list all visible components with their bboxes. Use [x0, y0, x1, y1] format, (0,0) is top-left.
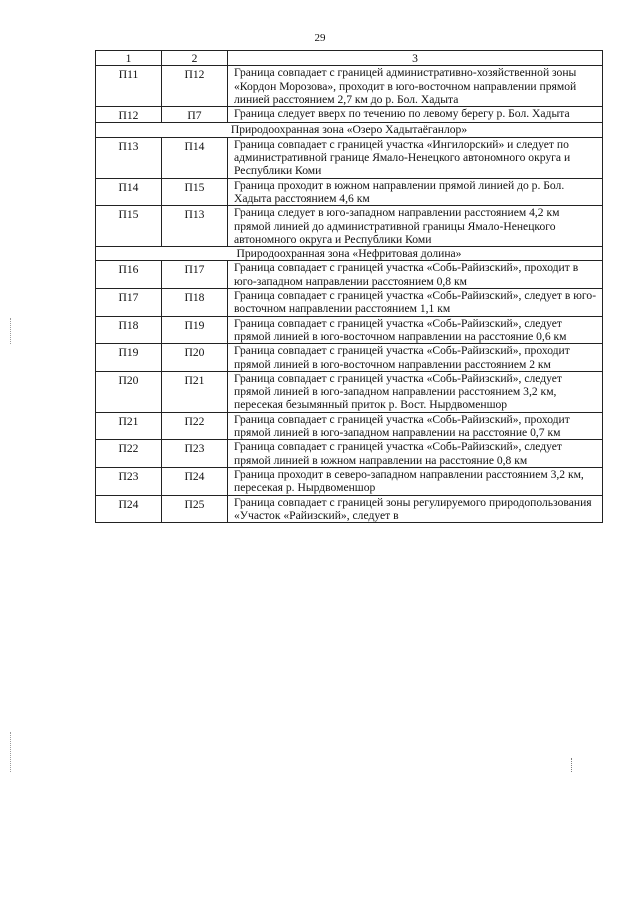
table-row — [96, 495, 603, 523]
boundary-description: Граница следует в юго-западном направлении расстоянием 4,2 км прямой линией до административной границы Ямало-Ненецкого автономного округа и Республики Коми — [228, 206, 603, 247]
point-to: П17 — [162, 261, 228, 289]
table-row — [96, 467, 603, 495]
column-header-1: 1 — [96, 51, 162, 66]
table-row — [96, 107, 603, 123]
point-to: П25 — [162, 495, 228, 523]
point-from: П13 — [96, 137, 162, 178]
point-to: П19 — [162, 316, 228, 344]
scan-mark — [571, 758, 574, 772]
table-row — [96, 137, 603, 178]
binder-mark — [10, 732, 13, 772]
column-header-2: 2 — [162, 51, 228, 66]
table-row — [96, 261, 603, 289]
boundary-description: Граница следует вверх по течению по левому берегу р. Бол. Хадыта — [228, 107, 603, 123]
point-to: П24 — [162, 467, 228, 495]
column-header-3: 3 — [228, 51, 603, 66]
point-from: П18 — [96, 316, 162, 344]
table-body — [96, 66, 603, 523]
point-to: П20 — [162, 344, 228, 372]
boundary-description: Граница проходит в южном направлении прямой линией до р. Бол. Хадыта расстоянием 4,6 км — [228, 178, 603, 206]
table-row — [96, 371, 603, 412]
table-row — [96, 206, 603, 247]
point-from: П12 — [96, 107, 162, 123]
point-to: П18 — [162, 289, 228, 317]
boundary-description: Граница совпадает с границей участка «Собь-Райизский», следует прямой линией в юго-восточном направлении на расстояние 0,6 км — [228, 316, 603, 344]
binder-mark — [10, 318, 13, 344]
table-row — [96, 412, 603, 440]
boundary-description-table — [95, 50, 603, 523]
table-row — [96, 289, 603, 317]
boundary-description: Граница совпадает с границей участка «Собь-Райизский», следует прямой линией в южном направлении на расстояние 0,8 км — [228, 440, 603, 468]
boundary-description: Граница совпадает с границей участка «Собь-Райизский», проходит прямой линией в юго-восточном направлении расстоянием 2 км — [228, 344, 603, 372]
section-heading-row — [96, 123, 603, 137]
section-heading-row — [96, 247, 603, 261]
point-to: П7 — [162, 107, 228, 123]
boundary-description: Граница совпадает с границей участка «Собь-Райизский», проходит прямой линией в юго-западном направлении на расстояние 0,7 км — [228, 412, 603, 440]
table-header-row — [96, 51, 603, 66]
point-from: П14 — [96, 178, 162, 206]
boundary-description: Граница совпадает с границей участка «Собь-Райизский», следует прямой линией в юго-западном направлении расстоянием 3,2 км, пересекая безымянный приток р. Вост. Нырдвоменшор — [228, 371, 603, 412]
point-from: П22 — [96, 440, 162, 468]
point-from: П19 — [96, 344, 162, 372]
boundary-description: Граница совпадает с границей зоны регулируемого природопользования «Участок «Райизский», следует в — [228, 495, 603, 523]
point-from: П17 — [96, 289, 162, 317]
boundary-description: Граница совпадает с границей административно-хозяйственной зоны «Кордон Морозова», проходит в юго-восточном направлении прямой линией расстоянием 2,7 км до р. Бол. Хадыта — [228, 66, 603, 107]
page-number: 29 — [314, 32, 326, 44]
point-from: П11 — [96, 66, 162, 107]
boundary-description: Граница проходит в северо-западном направлении расстоянием 3,2 км, пересекая р. Нырдвоменшор — [228, 467, 603, 495]
point-to: П13 — [162, 206, 228, 247]
table-row — [96, 66, 603, 107]
point-from: П23 — [96, 467, 162, 495]
table-row — [96, 316, 603, 344]
boundary-description: Граница совпадает с границей участка «Собь-Райизский», проходит в юго-западном направлении расстоянием 0,8 км — [228, 261, 603, 289]
section-title: Природоохранная зона «Озеро Хадытаёганлор» — [96, 123, 603, 137]
point-from: П15 — [96, 206, 162, 247]
point-from: П16 — [96, 261, 162, 289]
section-title: Природоохранная зона «Нефритовая долина» — [96, 247, 603, 261]
point-to: П14 — [162, 137, 228, 178]
point-from: П20 — [96, 371, 162, 412]
point-to: П23 — [162, 440, 228, 468]
table-row — [96, 178, 603, 206]
table-row — [96, 440, 603, 468]
point-from: П24 — [96, 495, 162, 523]
boundary-description: Граница совпадает с границей участка «Ингилорский» и следует по административной границе Ямало-Ненецкого автономного округа и Республики Коми — [228, 137, 603, 178]
point-to: П12 — [162, 66, 228, 107]
point-from: П21 — [96, 412, 162, 440]
boundary-description: Граница совпадает с границей участка «Собь-Райизский», следует в юго-восточном направлении расстоянием 1,1 км — [228, 289, 603, 317]
point-to: П15 — [162, 178, 228, 206]
table-row — [96, 344, 603, 372]
point-to: П22 — [162, 412, 228, 440]
point-to: П21 — [162, 371, 228, 412]
